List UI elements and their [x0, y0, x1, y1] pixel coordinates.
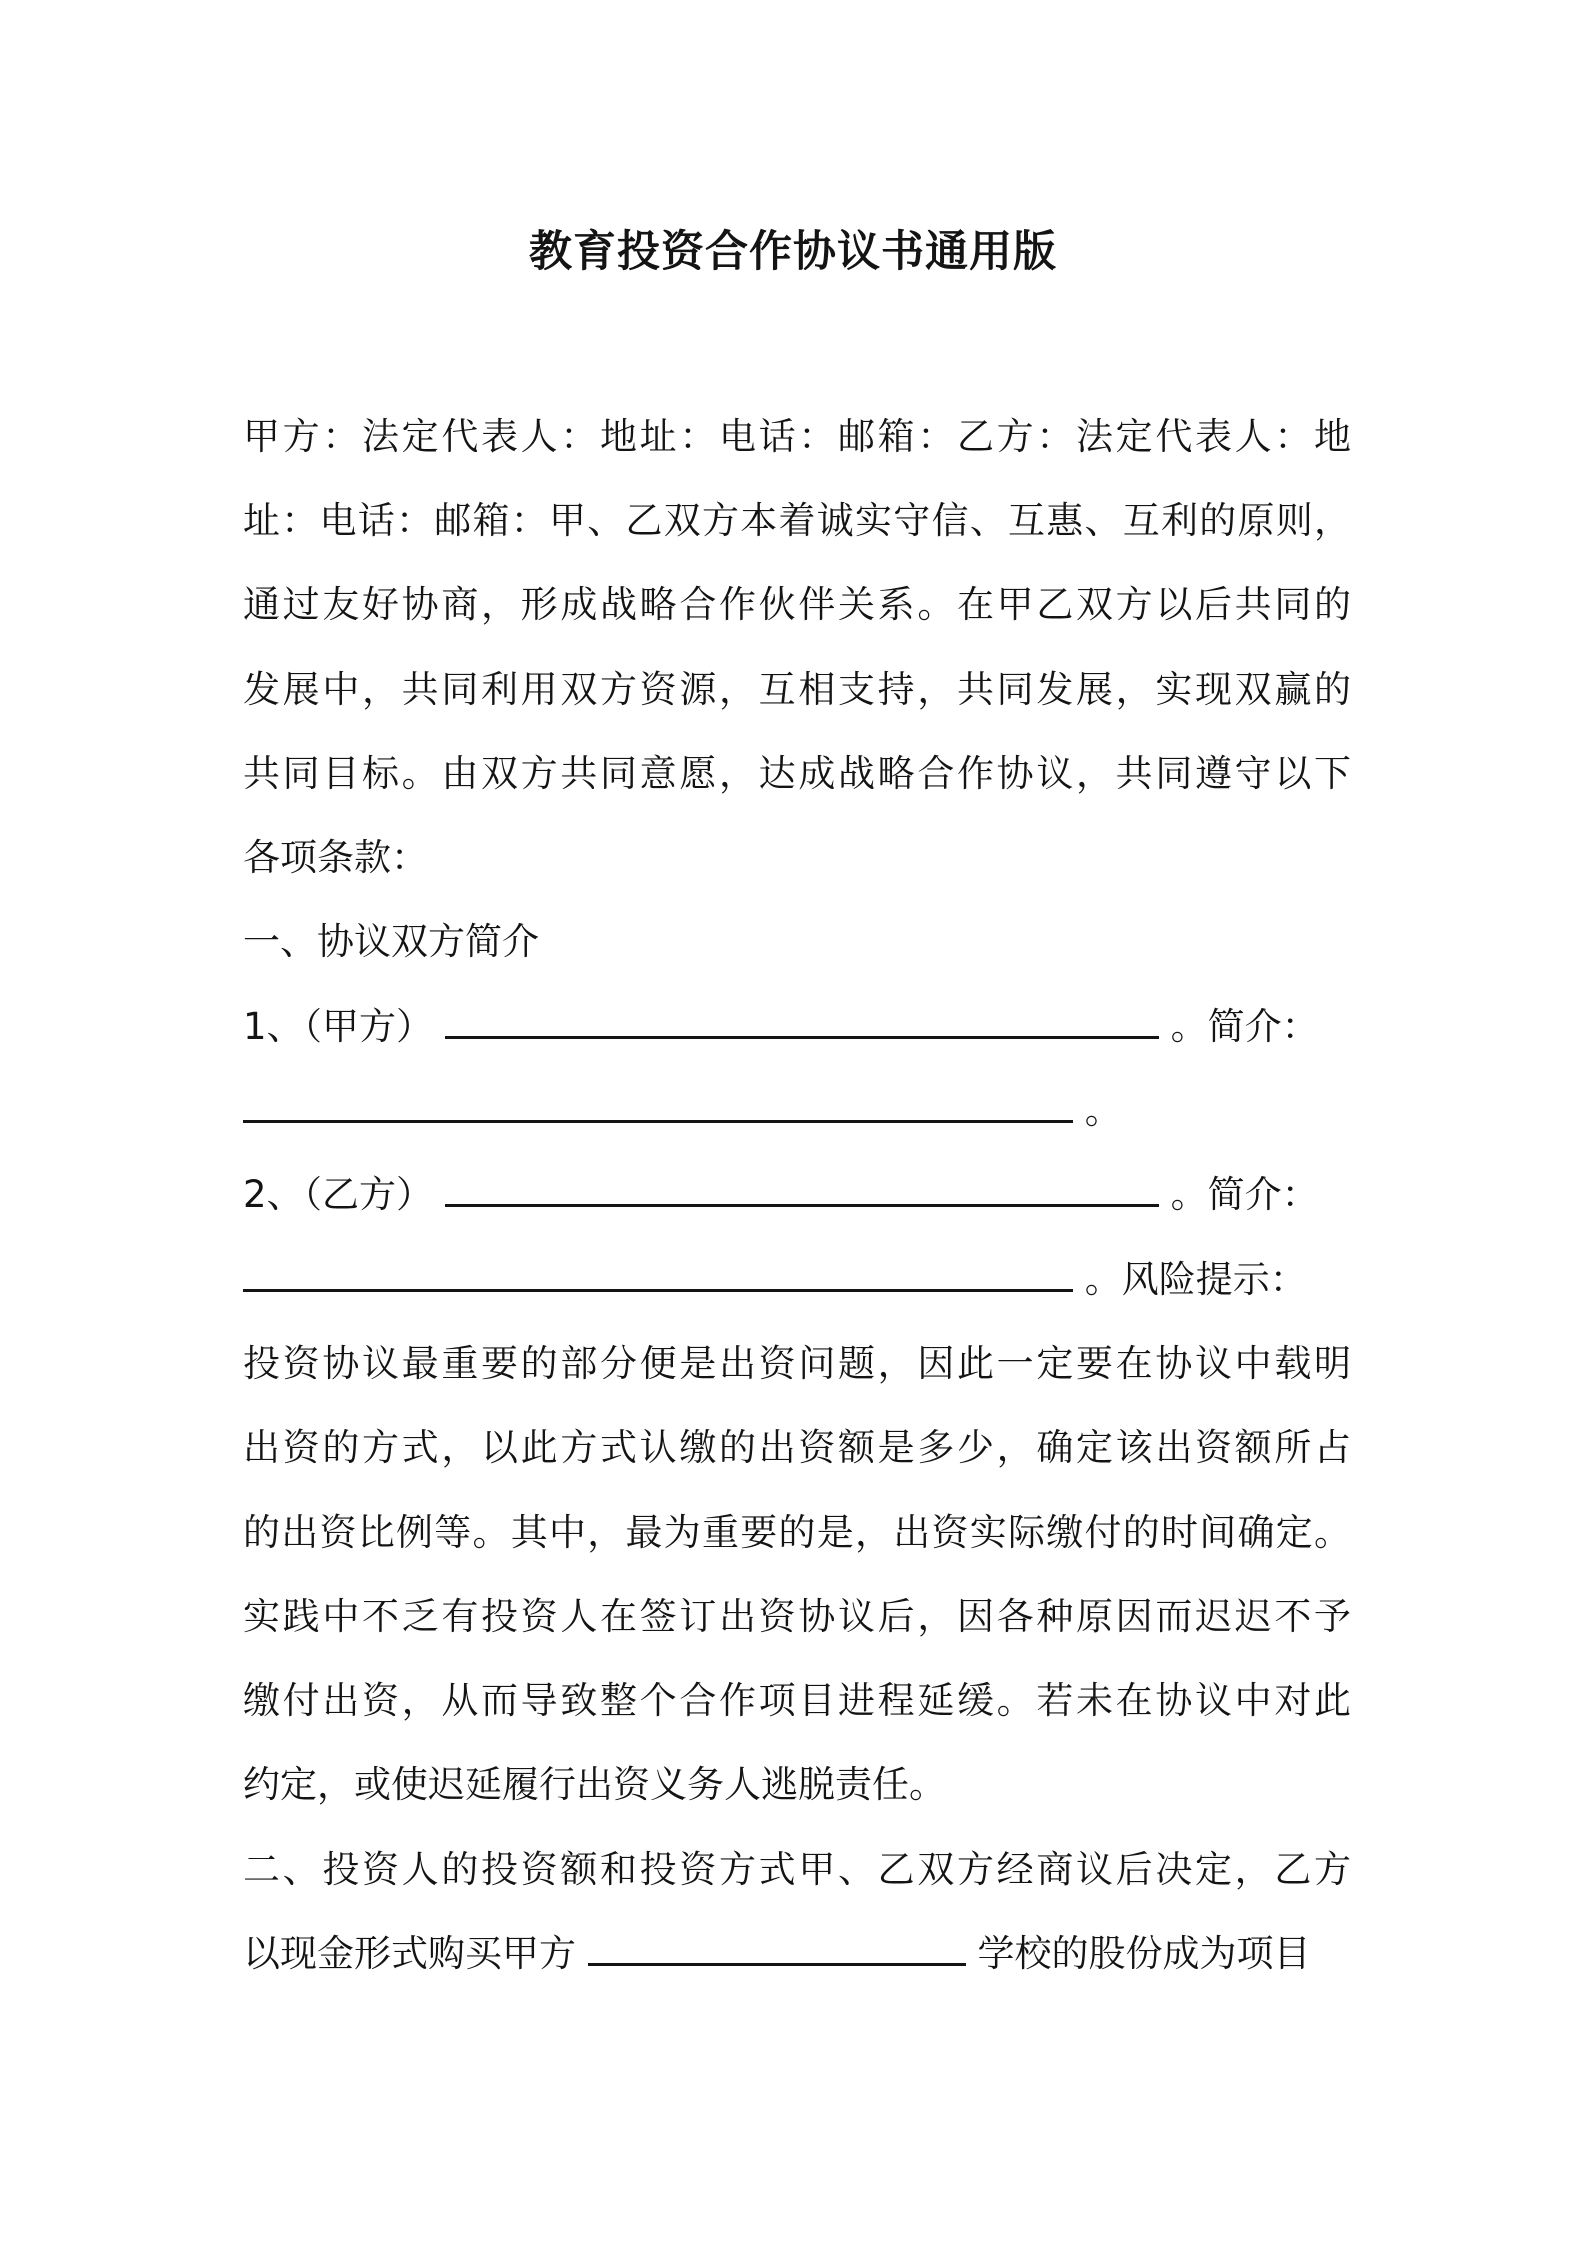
paragraph-line: 各项条款：	[243, 836, 428, 879]
party-b-name-blank	[445, 1174, 1159, 1207]
party-a-label: 1、（甲方）	[243, 1005, 434, 1048]
paragraph-line: 址：电话：邮箱：甲、乙双方本着诚实守信、互惠、互利的原则，	[243, 499, 1351, 542]
investment-suffix: 学校的股份成为项目	[977, 1932, 1311, 1975]
document-title: 教育投资合作协议书通用版	[529, 227, 1057, 277]
party-a-intro-blank	[243, 1090, 1073, 1123]
paragraph-line: 出资的方式，以此方式认缴的出资额是多少，确定该出资额所占	[243, 1426, 1351, 1469]
party-b-intro-line	[243, 1250, 1307, 1310]
party-b-intro-label: 。简介：	[1170, 1173, 1319, 1216]
party-a-intro-end: 。	[1084, 1089, 1122, 1132]
section-heading: 一、协议双方简介	[243, 920, 539, 963]
party-b-label: 2、（乙方）	[243, 1173, 434, 1216]
risk-tip-label: 。风险提示：	[1084, 1258, 1307, 1301]
investment-prefix: 以现金形式购买甲方	[243, 1932, 576, 1975]
investment-line	[243, 1924, 1311, 1984]
paragraph-line: 通过友好协商，形成战略合作伙伴关系。在甲乙双方以后共同的	[243, 583, 1351, 626]
party-a-name-blank	[445, 1006, 1159, 1039]
party-b-intro-blank	[243, 1259, 1073, 1292]
party-a-line	[243, 997, 1319, 1057]
school-name-blank	[588, 1933, 966, 1966]
paragraph-line: 二、投资人的投资额和投资方式甲、乙双方经商议后决定，乙方	[243, 1848, 1351, 1891]
paragraph-line: 约定，或使迟延履行出资义务人逃脱责任。	[243, 1763, 946, 1806]
paragraph-line: 投资协议最重要的部分便是出资问题，因此一定要在协议中载明	[243, 1342, 1351, 1385]
paragraph-line: 的出资比例等。其中，最为重要的是，出资实际缴付的时间确定。	[243, 1511, 1351, 1554]
paragraph-line: 甲方：法定代表人：地址：电话：邮箱：乙方：法定代表人：地	[243, 415, 1351, 458]
party-a-intro-label: 。简介：	[1170, 1005, 1319, 1048]
party-b-line	[243, 1165, 1319, 1225]
paragraph-line: 实践中不乏有投资人在签订出资协议后，因各种原因而迟迟不予	[243, 1595, 1351, 1638]
paragraph-line: 发展中，共同利用双方资源，互相支持，共同发展，实现双赢的	[243, 668, 1351, 711]
paragraph-line: 共同目标。由双方共同意愿，达成战略合作协议，共同遵守以下	[243, 752, 1351, 795]
party-a-intro-line	[243, 1081, 1122, 1141]
paragraph-line: 缴付出资，从而导致整个合作项目进程延缓。若未在协议中对此	[243, 1679, 1351, 1722]
